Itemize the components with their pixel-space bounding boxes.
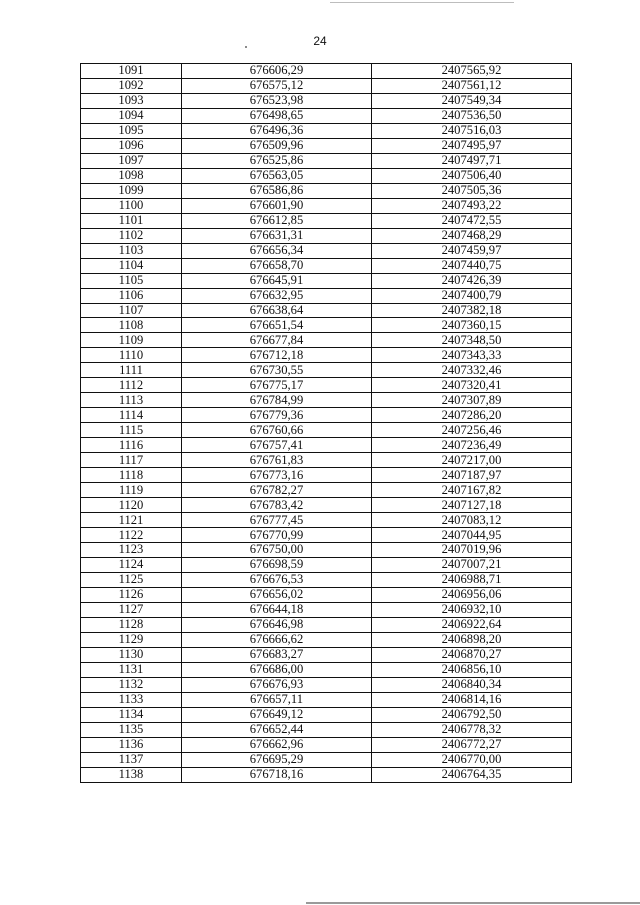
table-row [81, 243, 572, 258]
x-coordinate-cell: 676750,00 [182, 543, 372, 558]
y-coordinate-cell: 2406778,32 [372, 722, 572, 737]
x-coordinate-cell: 676712,18 [182, 348, 372, 363]
y-coordinate-cell: 2407400,79 [372, 288, 572, 303]
table-row [81, 258, 572, 273]
table-row [81, 722, 572, 737]
y-coordinate-cell: 2407007,21 [372, 557, 572, 572]
y-coordinate-cell: 2406772,27 [372, 737, 572, 752]
point-number-cell: 1127 [81, 602, 182, 617]
x-coordinate-cell: 676782,27 [182, 483, 372, 498]
y-coordinate-cell: 2407360,15 [372, 318, 572, 333]
x-coordinate-cell: 676658,70 [182, 258, 372, 273]
point-number-cell: 1098 [81, 168, 182, 183]
y-coordinate-cell: 2407497,71 [372, 153, 572, 168]
y-coordinate-cell: 2407044,95 [372, 528, 572, 543]
y-coordinate-cell: 2406898,20 [372, 632, 572, 647]
x-coordinate-cell: 676695,29 [182, 752, 372, 767]
point-number-cell: 1106 [81, 288, 182, 303]
point-number-cell: 1091 [81, 64, 182, 79]
x-coordinate-cell: 676779,36 [182, 408, 372, 423]
x-coordinate-cell: 676698,59 [182, 557, 372, 572]
point-number-cell: 1102 [81, 228, 182, 243]
x-coordinate-cell: 676601,90 [182, 198, 372, 213]
y-coordinate-cell: 2406870,27 [372, 647, 572, 662]
table-row [81, 752, 572, 767]
x-coordinate-cell: 676509,96 [182, 138, 372, 153]
point-number-cell: 1120 [81, 498, 182, 513]
x-coordinate-cell: 676612,85 [182, 213, 372, 228]
point-number-cell: 1104 [81, 258, 182, 273]
y-coordinate-cell: 2406856,10 [372, 662, 572, 677]
point-number-cell: 1107 [81, 303, 182, 318]
point-number-cell: 1118 [81, 468, 182, 483]
table-row [81, 228, 572, 243]
point-number-cell: 1097 [81, 153, 182, 168]
y-coordinate-cell: 2407505,36 [372, 183, 572, 198]
y-coordinate-cell: 2407307,89 [372, 393, 572, 408]
table-row [81, 483, 572, 498]
point-number-cell: 1103 [81, 243, 182, 258]
x-coordinate-cell: 676523,98 [182, 93, 372, 108]
table-row [81, 333, 572, 348]
table-row [81, 288, 572, 303]
x-coordinate-cell: 676645,91 [182, 273, 372, 288]
table-row [81, 378, 572, 393]
y-coordinate-cell: 2407320,41 [372, 378, 572, 393]
scan-edge-line-top [330, 2, 514, 3]
x-coordinate-cell: 676563,05 [182, 168, 372, 183]
point-number-cell: 1116 [81, 438, 182, 453]
y-coordinate-cell: 2407506,40 [372, 168, 572, 183]
y-coordinate-cell: 2407348,50 [372, 333, 572, 348]
x-coordinate-cell: 676606,29 [182, 64, 372, 79]
point-number-cell: 1111 [81, 363, 182, 378]
table-row [81, 348, 572, 363]
y-coordinate-cell: 2407565,92 [372, 64, 572, 79]
table-row [81, 423, 572, 438]
point-number-cell: 1093 [81, 93, 182, 108]
x-coordinate-cell: 676646,98 [182, 617, 372, 632]
table-row [81, 438, 572, 453]
y-coordinate-cell: 2407561,12 [372, 78, 572, 93]
x-coordinate-cell: 676656,34 [182, 243, 372, 258]
point-number-cell: 1113 [81, 393, 182, 408]
x-coordinate-cell: 676686,00 [182, 662, 372, 677]
table-row [81, 543, 572, 558]
table-row [81, 677, 572, 692]
y-coordinate-cell: 2406922,64 [372, 617, 572, 632]
point-number-cell: 1096 [81, 138, 182, 153]
table-row [81, 468, 572, 483]
point-number-cell: 1121 [81, 513, 182, 528]
x-coordinate-cell: 676718,16 [182, 767, 372, 782]
y-coordinate-cell: 2407343,33 [372, 348, 572, 363]
point-number-cell: 1125 [81, 572, 182, 587]
table-row [81, 602, 572, 617]
y-coordinate-cell: 2407286,20 [372, 408, 572, 423]
y-coordinate-cell: 2407256,46 [372, 423, 572, 438]
table-row [81, 737, 572, 752]
y-coordinate-cell: 2407472,55 [372, 213, 572, 228]
table-row [81, 572, 572, 587]
table-row [81, 632, 572, 647]
table-row [81, 213, 572, 228]
point-number-cell: 1126 [81, 587, 182, 602]
y-coordinate-cell: 2407468,29 [372, 228, 572, 243]
point-number-cell: 1124 [81, 557, 182, 572]
y-coordinate-cell: 2406792,50 [372, 707, 572, 722]
x-coordinate-cell: 676760,66 [182, 423, 372, 438]
x-coordinate-cell: 676638,64 [182, 303, 372, 318]
x-coordinate-cell: 676730,55 [182, 363, 372, 378]
point-number-cell: 1101 [81, 213, 182, 228]
table-row [81, 647, 572, 662]
point-number-cell: 1133 [81, 692, 182, 707]
page-number: 24 [313, 34, 327, 48]
x-coordinate-cell: 676784,99 [182, 393, 372, 408]
point-number-cell: 1123 [81, 543, 182, 558]
point-number-cell: 1130 [81, 647, 182, 662]
point-number-cell: 1129 [81, 632, 182, 647]
point-number-cell: 1128 [81, 617, 182, 632]
table-row [81, 498, 572, 513]
table-row [81, 363, 572, 378]
point-number-cell: 1114 [81, 408, 182, 423]
point-number-cell: 1135 [81, 722, 182, 737]
point-number-cell: 1136 [81, 737, 182, 752]
y-coordinate-cell: 2407382,18 [372, 303, 572, 318]
table-row [81, 198, 572, 213]
y-coordinate-cell: 2407217,00 [372, 453, 572, 468]
point-number-cell: 1092 [81, 78, 182, 93]
table-row [81, 408, 572, 423]
table-row [81, 78, 572, 93]
table-row [81, 692, 572, 707]
table-row [81, 303, 572, 318]
x-coordinate-cell: 676651,54 [182, 318, 372, 333]
y-coordinate-cell: 2407536,50 [372, 108, 572, 123]
table-row [81, 513, 572, 528]
table-row [81, 707, 572, 722]
x-coordinate-cell: 676757,41 [182, 438, 372, 453]
x-coordinate-cell: 676662,96 [182, 737, 372, 752]
y-coordinate-cell: 2406932,10 [372, 602, 572, 617]
point-number-cell: 1138 [81, 767, 182, 782]
x-coordinate-cell: 676498,65 [182, 108, 372, 123]
x-coordinate-cell: 676657,11 [182, 692, 372, 707]
table-row [81, 138, 572, 153]
table-row [81, 617, 572, 632]
table-row [81, 662, 572, 677]
coordinates-table-body [81, 64, 572, 783]
scan-edge-line-bottom [306, 902, 640, 904]
x-coordinate-cell: 676496,36 [182, 123, 372, 138]
x-coordinate-cell: 676783,42 [182, 498, 372, 513]
table-row [81, 273, 572, 288]
coordinates-table [80, 63, 572, 783]
y-coordinate-cell: 2407549,34 [372, 93, 572, 108]
x-coordinate-cell: 676656,02 [182, 587, 372, 602]
y-coordinate-cell: 2407493,22 [372, 198, 572, 213]
y-coordinate-cell: 2407332,46 [372, 363, 572, 378]
x-coordinate-cell: 676770,99 [182, 528, 372, 543]
y-coordinate-cell: 2407516,03 [372, 123, 572, 138]
y-coordinate-cell: 2406988,71 [372, 572, 572, 587]
table-row [81, 64, 572, 79]
point-number-cell: 1122 [81, 528, 182, 543]
point-number-cell: 1115 [81, 423, 182, 438]
point-number-cell: 1110 [81, 348, 182, 363]
table-row [81, 393, 572, 408]
x-coordinate-cell: 676676,93 [182, 677, 372, 692]
y-coordinate-cell: 2407019,96 [372, 543, 572, 558]
point-number-cell: 1095 [81, 123, 182, 138]
y-coordinate-cell: 2406764,35 [372, 767, 572, 782]
point-number-cell: 1105 [81, 273, 182, 288]
table-row [81, 318, 572, 333]
y-coordinate-cell: 2406956,06 [372, 587, 572, 602]
table-row [81, 528, 572, 543]
x-coordinate-cell: 676777,45 [182, 513, 372, 528]
x-coordinate-cell: 676632,95 [182, 288, 372, 303]
point-number-cell: 1134 [81, 707, 182, 722]
x-coordinate-cell: 676666,62 [182, 632, 372, 647]
y-coordinate-cell: 2407127,18 [372, 498, 572, 513]
x-coordinate-cell: 676775,17 [182, 378, 372, 393]
y-coordinate-cell: 2407495,97 [372, 138, 572, 153]
y-coordinate-cell: 2406770,00 [372, 752, 572, 767]
y-coordinate-cell: 2407167,82 [372, 483, 572, 498]
table-row [81, 183, 572, 198]
point-number-cell: 1131 [81, 662, 182, 677]
x-coordinate-cell: 676676,53 [182, 572, 372, 587]
y-coordinate-cell: 2406814,16 [372, 692, 572, 707]
x-coordinate-cell: 676677,84 [182, 333, 372, 348]
x-coordinate-cell: 676586,86 [182, 183, 372, 198]
table-row [81, 93, 572, 108]
point-number-cell: 1132 [81, 677, 182, 692]
point-number-cell: 1112 [81, 378, 182, 393]
y-coordinate-cell: 2406840,34 [372, 677, 572, 692]
point-number-cell: 1117 [81, 453, 182, 468]
table-row [81, 557, 572, 572]
y-coordinate-cell: 2407426,39 [372, 273, 572, 288]
x-coordinate-cell: 676649,12 [182, 707, 372, 722]
x-coordinate-cell: 676683,27 [182, 647, 372, 662]
y-coordinate-cell: 2407187,97 [372, 468, 572, 483]
point-number-cell: 1100 [81, 198, 182, 213]
table-row [81, 168, 572, 183]
point-number-cell: 1108 [81, 318, 182, 333]
x-coordinate-cell: 676761,83 [182, 453, 372, 468]
y-coordinate-cell: 2407083,12 [372, 513, 572, 528]
point-number-cell: 1099 [81, 183, 182, 198]
x-coordinate-cell: 676525,86 [182, 153, 372, 168]
point-number-cell: 1137 [81, 752, 182, 767]
table-row [81, 108, 572, 123]
x-coordinate-cell: 676773,16 [182, 468, 372, 483]
table-row [81, 453, 572, 468]
y-coordinate-cell: 2407236,49 [372, 438, 572, 453]
x-coordinate-cell: 676631,31 [182, 228, 372, 243]
x-coordinate-cell: 676575,12 [182, 78, 372, 93]
point-number-cell: 1119 [81, 483, 182, 498]
y-coordinate-cell: 2407459,97 [372, 243, 572, 258]
table-row [81, 767, 572, 782]
table-row [81, 587, 572, 602]
table-row [81, 153, 572, 168]
y-coordinate-cell: 2407440,75 [372, 258, 572, 273]
point-number-cell: 1109 [81, 333, 182, 348]
x-coordinate-cell: 676644,18 [182, 602, 372, 617]
x-coordinate-cell: 676652,44 [182, 722, 372, 737]
point-number-cell: 1094 [81, 108, 182, 123]
table-row [81, 123, 572, 138]
